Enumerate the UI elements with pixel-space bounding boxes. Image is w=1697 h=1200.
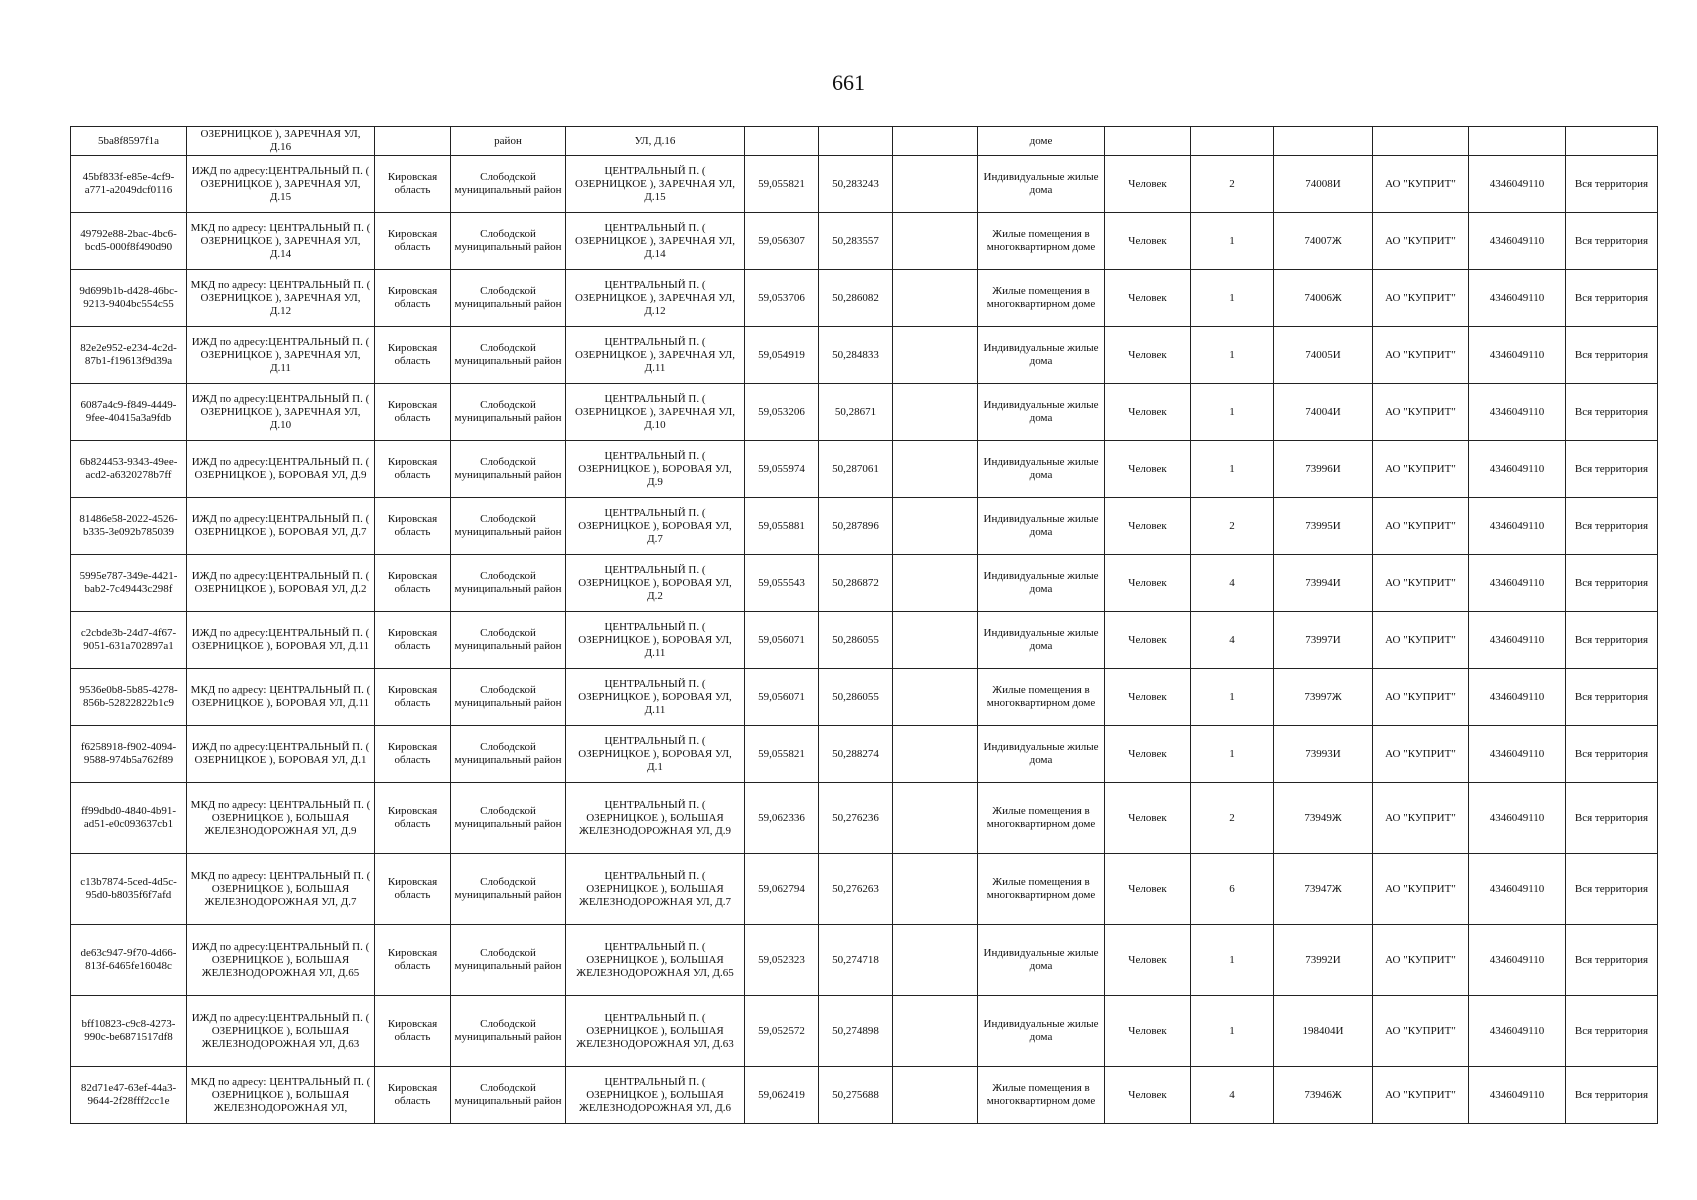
cell-district: Слободской муниципальный район bbox=[451, 669, 566, 726]
cell-lat: 59,055974 bbox=[745, 441, 819, 498]
cell-desc: ИЖД по адресу:ЦЕНТРАЛЬНЫЙ П. ( ОЗЕРНИЦКОЕ ), ЗАРЕЧНАЯ УЛ, Д.11 bbox=[187, 327, 375, 384]
cell-empty bbox=[893, 555, 978, 612]
cell-desc: ИЖД по адресу:ЦЕНТРАЛЬНЫЙ П. ( ОЗЕРНИЦКОЕ ), БОЛЬШАЯ ЖЕЛЕЗНОДОРОЖНАЯ УЛ, Д.63 bbox=[187, 996, 375, 1067]
cell-org: АО "КУПРИТ" bbox=[1373, 327, 1469, 384]
cell-org: АО "КУПРИТ" bbox=[1373, 555, 1469, 612]
table-row bbox=[71, 996, 1658, 1067]
cell-district: Слободской муниципальный район bbox=[451, 441, 566, 498]
cell-type: Жилые помещения в многоквартирном доме bbox=[978, 213, 1105, 270]
cell-lon bbox=[819, 127, 893, 156]
table-row bbox=[71, 498, 1658, 555]
cell-desc: ИЖД по адресу:ЦЕНТРАЛЬНЫЙ П. ( ОЗЕРНИЦКОЕ ), БОЛЬШАЯ ЖЕЛЕЗНОДОРОЖНАЯ УЛ, Д.65 bbox=[187, 925, 375, 996]
cell-code: 73997Ж bbox=[1274, 669, 1373, 726]
cell-org: АО "КУПРИТ" bbox=[1373, 270, 1469, 327]
cell-territory: Вся территория bbox=[1566, 156, 1658, 213]
cell-code bbox=[1274, 127, 1373, 156]
cell-desc: МКД по адресу: ЦЕНТРАЛЬНЫЙ П. ( ОЗЕРНИЦКОЕ ), БОЛЬШАЯ ЖЕЛЕЗНОДОРОЖНАЯ УЛ, bbox=[187, 1067, 375, 1124]
cell-lat: 59,053706 bbox=[745, 270, 819, 327]
cell-desc: МКД по адресу: ЦЕНТРАЛЬНЫЙ П. ( ОЗЕРНИЦКОЕ ), ЗАРЕЧНАЯ УЛ, Д.14 bbox=[187, 213, 375, 270]
cell-desc: МКД по адресу: ЦЕНТРАЛЬНЫЙ П. ( ОЗЕРНИЦКОЕ ), БОЛЬШАЯ ЖЕЛЕЗНОДОРОЖНАЯ УЛ, Д.7 bbox=[187, 854, 375, 925]
cell-org: АО "КУПРИТ" bbox=[1373, 669, 1469, 726]
cell-type: Индивидуальные жилые дома bbox=[978, 925, 1105, 996]
cell-inn: 4346049110 bbox=[1469, 213, 1566, 270]
cell-region: Кировская область bbox=[375, 612, 451, 669]
cell-region: Кировская область bbox=[375, 996, 451, 1067]
table-row bbox=[71, 726, 1658, 783]
cell-lon: 50,287896 bbox=[819, 498, 893, 555]
cell-inn: 4346049110 bbox=[1469, 384, 1566, 441]
cell-desc: ИЖД по адресу:ЦЕНТРАЛЬНЫЙ П. ( ОЗЕРНИЦКОЕ ), ЗАРЕЧНАЯ УЛ, Д.10 bbox=[187, 384, 375, 441]
cell-address: ЦЕНТРАЛЬНЫЙ П. ( ОЗЕРНИЦКОЕ ), БОЛЬШАЯ ЖЕЛЕЗНОДОРОЖНАЯ УЛ, Д.6 bbox=[566, 1067, 745, 1124]
cell-qty: 1 bbox=[1191, 669, 1274, 726]
cell-inn: 4346049110 bbox=[1469, 783, 1566, 854]
cell-inn: 4346049110 bbox=[1469, 156, 1566, 213]
cell-empty bbox=[893, 127, 978, 156]
cell-desc: МКД по адресу: ЦЕНТРАЛЬНЫЙ П. ( ОЗЕРНИЦКОЕ ), ЗАРЕЧНАЯ УЛ, Д.12 bbox=[187, 270, 375, 327]
cell-address: ЦЕНТРАЛЬНЫЙ П. ( ОЗЕРНИЦКОЕ ), БОРОВАЯ УЛ, Д.11 bbox=[566, 669, 745, 726]
cell-empty bbox=[893, 726, 978, 783]
cell-empty bbox=[893, 996, 978, 1067]
cell-org: АО "КУПРИТ" bbox=[1373, 612, 1469, 669]
cell-inn: 4346049110 bbox=[1469, 854, 1566, 925]
cell-qty: 4 bbox=[1191, 555, 1274, 612]
cell-address: ЦЕНТРАЛЬНЫЙ П. ( ОЗЕРНИЦКОЕ ), ЗАРЕЧНАЯ УЛ, Д.10 bbox=[566, 384, 745, 441]
cell-inn: 4346049110 bbox=[1469, 925, 1566, 996]
cell-address: ЦЕНТРАЛЬНЫЙ П. ( ОЗЕРНИЦКОЕ ), БОЛЬШАЯ ЖЕЛЕЗНОДОРОЖНАЯ УЛ, Д.65 bbox=[566, 925, 745, 996]
cell-territory: Вся территория bbox=[1566, 327, 1658, 384]
cell-qty: 1 bbox=[1191, 270, 1274, 327]
cell-address: ЦЕНТРАЛЬНЫЙ П. ( ОЗЕРНИЦКОЕ ), ЗАРЕЧНАЯ УЛ, Д.15 bbox=[566, 156, 745, 213]
table-row bbox=[71, 854, 1658, 925]
cell-code: 74005И bbox=[1274, 327, 1373, 384]
cell-inn: 4346049110 bbox=[1469, 669, 1566, 726]
cell-unit: Человек bbox=[1105, 1067, 1191, 1124]
cell-inn: 4346049110 bbox=[1469, 612, 1566, 669]
cell-qty: 1 bbox=[1191, 726, 1274, 783]
cell-lon: 50,286055 bbox=[819, 612, 893, 669]
cell-region: Кировская область bbox=[375, 925, 451, 996]
cell-region bbox=[375, 127, 451, 156]
cell-territory: Вся территория bbox=[1566, 996, 1658, 1067]
cell-type: Индивидуальные жилые дома bbox=[978, 726, 1105, 783]
table-row bbox=[71, 669, 1658, 726]
table-row bbox=[71, 441, 1658, 498]
cell-qty: 4 bbox=[1191, 1067, 1274, 1124]
cell-lat: 59,055821 bbox=[745, 156, 819, 213]
cell-unit: Человек bbox=[1105, 327, 1191, 384]
cell-id: c13b7874-5ced-4d5c-95d0-b8035f6f7afd bbox=[71, 854, 187, 925]
table-row bbox=[71, 127, 1658, 156]
table-row bbox=[71, 156, 1658, 213]
cell-org bbox=[1373, 127, 1469, 156]
cell-qty: 2 bbox=[1191, 498, 1274, 555]
cell-territory: Вся территория bbox=[1566, 441, 1658, 498]
cell-lat: 59,052572 bbox=[745, 996, 819, 1067]
cell-type: Индивидуальные жилые дома bbox=[978, 441, 1105, 498]
cell-type: Жилые помещения в многоквартирном доме bbox=[978, 669, 1105, 726]
cell-lat: 59,056071 bbox=[745, 669, 819, 726]
cell-lat: 59,062794 bbox=[745, 854, 819, 925]
cell-district: Слободской муниципальный район bbox=[451, 996, 566, 1067]
cell-address: ЦЕНТРАЛЬНЫЙ П. ( ОЗЕРНИЦКОЕ ), БОЛЬШАЯ ЖЕЛЕЗНОДОРОЖНАЯ УЛ, Д.7 bbox=[566, 854, 745, 925]
cell-code: 73994И bbox=[1274, 555, 1373, 612]
cell-address: УЛ, Д.16 bbox=[566, 127, 745, 156]
cell-desc: ИЖД по адресу:ЦЕНТРАЛЬНЫЙ П. ( ОЗЕРНИЦКОЕ ), БОРОВАЯ УЛ, Д.2 bbox=[187, 555, 375, 612]
cell-territory: Вся территория bbox=[1566, 555, 1658, 612]
cell-desc: ИЖД по адресу:ЦЕНТРАЛЬНЫЙ П. ( ОЗЕРНИЦКОЕ ), БОРОВАЯ УЛ, Д.7 bbox=[187, 498, 375, 555]
cell-qty: 4 bbox=[1191, 612, 1274, 669]
cell-desc: ОЗЕРНИЦКОЕ ), ЗАРЕЧНАЯ УЛ, Д.16 bbox=[187, 127, 375, 156]
cell-address: ЦЕНТРАЛЬНЫЙ П. ( ОЗЕРНИЦКОЕ ), ЗАРЕЧНАЯ УЛ, Д.14 bbox=[566, 213, 745, 270]
cell-lat: 59,062419 bbox=[745, 1067, 819, 1124]
cell-desc: МКД по адресу: ЦЕНТРАЛЬНЫЙ П. ( ОЗЕРНИЦКОЕ ), БОЛЬШАЯ ЖЕЛЕЗНОДОРОЖНАЯ УЛ, Д.9 bbox=[187, 783, 375, 854]
cell-address: ЦЕНТРАЛЬНЫЙ П. ( ОЗЕРНИЦКОЕ ), БОРОВАЯ УЛ, Д.11 bbox=[566, 612, 745, 669]
cell-lon: 50,274718 bbox=[819, 925, 893, 996]
table-row bbox=[71, 1067, 1658, 1124]
cell-unit: Человек bbox=[1105, 854, 1191, 925]
cell-district: Слободской муниципальный район bbox=[451, 270, 566, 327]
cell-territory bbox=[1566, 127, 1658, 156]
cell-id: 81486e58-2022-4526-b335-3e092b785039 bbox=[71, 498, 187, 555]
cell-id: 9d699b1b-d428-46bc-9213-9404bc554c55 bbox=[71, 270, 187, 327]
table-row bbox=[71, 612, 1658, 669]
cell-code: 73992И bbox=[1274, 925, 1373, 996]
cell-address: ЦЕНТРАЛЬНЫЙ П. ( ОЗЕРНИЦКОЕ ), ЗАРЕЧНАЯ УЛ, Д.12 bbox=[566, 270, 745, 327]
cell-lon: 50,287061 bbox=[819, 441, 893, 498]
cell-unit bbox=[1105, 127, 1191, 156]
cell-address: ЦЕНТРАЛЬНЫЙ П. ( ОЗЕРНИЦКОЕ ), БОРОВАЯ УЛ, Д.7 bbox=[566, 498, 745, 555]
cell-type: Индивидуальные жилые дома bbox=[978, 327, 1105, 384]
cell-empty bbox=[893, 270, 978, 327]
cell-territory: Вся территория bbox=[1566, 612, 1658, 669]
cell-id: 82d71e47-63ef-44a3-9644-2f28fff2cc1e bbox=[71, 1067, 187, 1124]
cell-lon: 50,276236 bbox=[819, 783, 893, 854]
cell-id: 6087a4c9-f849-4449-9fee-40415a3a9fdb bbox=[71, 384, 187, 441]
cell-unit: Человек bbox=[1105, 996, 1191, 1067]
cell-region: Кировская область bbox=[375, 213, 451, 270]
cell-lon: 50,284833 bbox=[819, 327, 893, 384]
cell-region: Кировская область bbox=[375, 783, 451, 854]
cell-territory: Вся территория bbox=[1566, 384, 1658, 441]
cell-region: Кировская область bbox=[375, 555, 451, 612]
cell-type: Жилые помещения в многоквартирном доме bbox=[978, 854, 1105, 925]
cell-org: АО "КУПРИТ" bbox=[1373, 384, 1469, 441]
cell-district: район bbox=[451, 127, 566, 156]
cell-org: АО "КУПРИТ" bbox=[1373, 498, 1469, 555]
cell-unit: Человек bbox=[1105, 925, 1191, 996]
cell-unit: Человек bbox=[1105, 156, 1191, 213]
cell-district: Слободской муниципальный район bbox=[451, 783, 566, 854]
cell-inn: 4346049110 bbox=[1469, 996, 1566, 1067]
cell-qty: 1 bbox=[1191, 327, 1274, 384]
cell-inn: 4346049110 bbox=[1469, 441, 1566, 498]
cell-org: АО "КУПРИТ" bbox=[1373, 996, 1469, 1067]
registry-table bbox=[70, 126, 1658, 1124]
cell-region: Кировская область bbox=[375, 270, 451, 327]
cell-unit: Человек bbox=[1105, 270, 1191, 327]
cell-desc: ИЖД по адресу:ЦЕНТРАЛЬНЫЙ П. ( ОЗЕРНИЦКОЕ ), БОРОВАЯ УЛ, Д.1 bbox=[187, 726, 375, 783]
cell-org: АО "КУПРИТ" bbox=[1373, 783, 1469, 854]
cell-code: 73995И bbox=[1274, 498, 1373, 555]
cell-inn: 4346049110 bbox=[1469, 270, 1566, 327]
cell-code: 73946Ж bbox=[1274, 1067, 1373, 1124]
cell-address: ЦЕНТРАЛЬНЫЙ П. ( ОЗЕРНИЦКОЕ ), ЗАРЕЧНАЯ УЛ, Д.11 bbox=[566, 327, 745, 384]
table-row bbox=[71, 555, 1658, 612]
cell-lat bbox=[745, 127, 819, 156]
cell-type: Индивидуальные жилые дома bbox=[978, 555, 1105, 612]
cell-inn: 4346049110 bbox=[1469, 555, 1566, 612]
cell-empty bbox=[893, 441, 978, 498]
cell-type: Индивидуальные жилые дома bbox=[978, 156, 1105, 213]
cell-lon: 50,283243 bbox=[819, 156, 893, 213]
cell-id: 9536e0b8-5b85-4278-856b-52822822b1c9 bbox=[71, 669, 187, 726]
cell-region: Кировская область bbox=[375, 1067, 451, 1124]
cell-org: АО "КУПРИТ" bbox=[1373, 1067, 1469, 1124]
cell-lat: 59,056071 bbox=[745, 612, 819, 669]
cell-empty bbox=[893, 498, 978, 555]
cell-id: bff10823-c9c8-4273-990c-be6871517df8 bbox=[71, 996, 187, 1067]
cell-unit: Человек bbox=[1105, 726, 1191, 783]
cell-territory: Вся территория bbox=[1566, 270, 1658, 327]
table-body bbox=[71, 127, 1658, 1124]
cell-region: Кировская область bbox=[375, 327, 451, 384]
cell-id: 49792e88-2bac-4bc6-bcd5-000f8f490d90 bbox=[71, 213, 187, 270]
cell-lon: 50,286872 bbox=[819, 555, 893, 612]
cell-qty: 1 bbox=[1191, 996, 1274, 1067]
cell-region: Кировская область bbox=[375, 384, 451, 441]
table-row bbox=[71, 925, 1658, 996]
cell-type: Жилые помещения в многоквартирном доме bbox=[978, 783, 1105, 854]
cell-district: Слободской муниципальный район bbox=[451, 612, 566, 669]
cell-unit: Человек bbox=[1105, 612, 1191, 669]
table-row bbox=[71, 384, 1658, 441]
cell-district: Слободской муниципальный район bbox=[451, 854, 566, 925]
cell-code: 74008И bbox=[1274, 156, 1373, 213]
cell-unit: Человек bbox=[1105, 555, 1191, 612]
cell-empty bbox=[893, 327, 978, 384]
cell-address: ЦЕНТРАЛЬНЫЙ П. ( ОЗЕРНИЦКОЕ ), БОЛЬШАЯ ЖЕЛЕЗНОДОРОЖНАЯ УЛ, Д.63 bbox=[566, 996, 745, 1067]
cell-inn: 4346049110 bbox=[1469, 498, 1566, 555]
cell-code: 73996И bbox=[1274, 441, 1373, 498]
cell-inn bbox=[1469, 127, 1566, 156]
cell-org: АО "КУПРИТ" bbox=[1373, 854, 1469, 925]
cell-code: 73993И bbox=[1274, 726, 1373, 783]
cell-id: c2cbde3b-24d7-4f67-9051-631a702897a1 bbox=[71, 612, 187, 669]
cell-qty: 1 bbox=[1191, 384, 1274, 441]
cell-qty: 1 bbox=[1191, 925, 1274, 996]
cell-id: 6b824453-9343-49ee-acd2-a6320278b7ff bbox=[71, 441, 187, 498]
cell-lat: 59,055821 bbox=[745, 726, 819, 783]
cell-desc: ИЖД по адресу:ЦЕНТРАЛЬНЫЙ П. ( ОЗЕРНИЦКОЕ ), БОРОВАЯ УЛ, Д.11 bbox=[187, 612, 375, 669]
cell-region: Кировская область bbox=[375, 156, 451, 213]
cell-empty bbox=[893, 612, 978, 669]
cell-empty bbox=[893, 213, 978, 270]
cell-region: Кировская область bbox=[375, 669, 451, 726]
cell-territory: Вся территория bbox=[1566, 925, 1658, 996]
cell-lon: 50,28671 bbox=[819, 384, 893, 441]
cell-lon: 50,283557 bbox=[819, 213, 893, 270]
cell-qty: 2 bbox=[1191, 156, 1274, 213]
cell-org: АО "КУПРИТ" bbox=[1373, 925, 1469, 996]
cell-address: ЦЕНТРАЛЬНЫЙ П. ( ОЗЕРНИЦКОЕ ), БОРОВАЯ УЛ, Д.1 bbox=[566, 726, 745, 783]
cell-id: 5ba8f8597f1a bbox=[71, 127, 187, 156]
cell-lat: 59,062336 bbox=[745, 783, 819, 854]
cell-org: АО "КУПРИТ" bbox=[1373, 441, 1469, 498]
cell-district: Слободской муниципальный район bbox=[451, 925, 566, 996]
cell-unit: Человек bbox=[1105, 498, 1191, 555]
cell-lon: 50,286055 bbox=[819, 669, 893, 726]
cell-territory: Вся территория bbox=[1566, 854, 1658, 925]
cell-lat: 59,055543 bbox=[745, 555, 819, 612]
cell-unit: Человек bbox=[1105, 213, 1191, 270]
cell-address: ЦЕНТРАЛЬНЫЙ П. ( ОЗЕРНИЦКОЕ ), БОЛЬШАЯ ЖЕЛЕЗНОДОРОЖНАЯ УЛ, Д.9 bbox=[566, 783, 745, 854]
cell-region: Кировская область bbox=[375, 726, 451, 783]
cell-region: Кировская область bbox=[375, 854, 451, 925]
cell-qty bbox=[1191, 127, 1274, 156]
cell-lon: 50,288274 bbox=[819, 726, 893, 783]
cell-empty bbox=[893, 854, 978, 925]
cell-org: АО "КУПРИТ" bbox=[1373, 213, 1469, 270]
cell-empty bbox=[893, 384, 978, 441]
cell-code: 73997И bbox=[1274, 612, 1373, 669]
cell-district: Слободской муниципальный район bbox=[451, 498, 566, 555]
cell-lon: 50,274898 bbox=[819, 996, 893, 1067]
cell-qty: 1 bbox=[1191, 213, 1274, 270]
cell-district: Слободской муниципальный район bbox=[451, 384, 566, 441]
cell-code: 74004И bbox=[1274, 384, 1373, 441]
cell-code: 74006Ж bbox=[1274, 270, 1373, 327]
cell-id: f6258918-f902-4094-9588-974b5a762f89 bbox=[71, 726, 187, 783]
cell-district: Слободской муниципальный район bbox=[451, 156, 566, 213]
cell-district: Слободской муниципальный район bbox=[451, 726, 566, 783]
cell-lon: 50,275688 bbox=[819, 1067, 893, 1124]
cell-district: Слободской муниципальный район bbox=[451, 327, 566, 384]
cell-qty: 6 bbox=[1191, 854, 1274, 925]
cell-type: Жилые помещения в многоквартирном доме bbox=[978, 1067, 1105, 1124]
cell-territory: Вся территория bbox=[1566, 498, 1658, 555]
cell-unit: Человек bbox=[1105, 783, 1191, 854]
cell-type: Индивидуальные жилые дома bbox=[978, 996, 1105, 1067]
cell-territory: Вся территория bbox=[1566, 1067, 1658, 1124]
cell-code: 198404И bbox=[1274, 996, 1373, 1067]
cell-org: АО "КУПРИТ" bbox=[1373, 156, 1469, 213]
cell-type: Жилые помещения в многоквартирном доме bbox=[978, 270, 1105, 327]
cell-inn: 4346049110 bbox=[1469, 726, 1566, 783]
cell-qty: 2 bbox=[1191, 783, 1274, 854]
cell-empty bbox=[893, 783, 978, 854]
cell-district: Слободской муниципальный район bbox=[451, 1067, 566, 1124]
cell-district: Слободской муниципальный район bbox=[451, 213, 566, 270]
cell-code: 73947Ж bbox=[1274, 854, 1373, 925]
cell-territory: Вся территория bbox=[1566, 669, 1658, 726]
table-row bbox=[71, 783, 1658, 854]
cell-desc: ИЖД по адресу:ЦЕНТРАЛЬНЫЙ П. ( ОЗЕРНИЦКОЕ ), БОРОВАЯ УЛ, Д.9 bbox=[187, 441, 375, 498]
cell-address: ЦЕНТРАЛЬНЫЙ П. ( ОЗЕРНИЦКОЕ ), БОРОВАЯ УЛ, Д.9 bbox=[566, 441, 745, 498]
cell-empty bbox=[893, 925, 978, 996]
cell-lat: 59,053206 bbox=[745, 384, 819, 441]
cell-territory: Вся территория bbox=[1566, 783, 1658, 854]
cell-qty: 1 bbox=[1191, 441, 1274, 498]
cell-lat: 59,052323 bbox=[745, 925, 819, 996]
cell-type: Индивидуальные жилые дома bbox=[978, 384, 1105, 441]
cell-district: Слободской муниципальный район bbox=[451, 555, 566, 612]
cell-desc: ИЖД по адресу:ЦЕНТРАЛЬНЫЙ П. ( ОЗЕРНИЦКОЕ ), ЗАРЕЧНАЯ УЛ, Д.15 bbox=[187, 156, 375, 213]
cell-lat: 59,055881 bbox=[745, 498, 819, 555]
cell-inn: 4346049110 bbox=[1469, 327, 1566, 384]
cell-region: Кировская область bbox=[375, 498, 451, 555]
cell-lon: 50,286082 bbox=[819, 270, 893, 327]
cell-desc: МКД по адресу: ЦЕНТРАЛЬНЫЙ П. ( ОЗЕРНИЦКОЕ ), БОРОВАЯ УЛ, Д.11 bbox=[187, 669, 375, 726]
cell-unit: Человек bbox=[1105, 441, 1191, 498]
cell-unit: Человек bbox=[1105, 384, 1191, 441]
cell-code: 73949Ж bbox=[1274, 783, 1373, 854]
table-row bbox=[71, 327, 1658, 384]
cell-type: доме bbox=[978, 127, 1105, 156]
table-row bbox=[71, 270, 1658, 327]
cell-org: АО "КУПРИТ" bbox=[1373, 726, 1469, 783]
cell-empty bbox=[893, 156, 978, 213]
cell-type: Индивидуальные жилые дома bbox=[978, 612, 1105, 669]
cell-type: Индивидуальные жилые дома bbox=[978, 498, 1105, 555]
cell-region: Кировская область bbox=[375, 441, 451, 498]
cell-id: de63c947-9f70-4d66-813f-6465fe16048c bbox=[71, 925, 187, 996]
cell-lat: 59,054919 bbox=[745, 327, 819, 384]
cell-id: ff99dbd0-4840-4b91-ad51-e0c093637cb1 bbox=[71, 783, 187, 854]
cell-inn: 4346049110 bbox=[1469, 1067, 1566, 1124]
cell-lat: 59,056307 bbox=[745, 213, 819, 270]
cell-id: 82e2e952-e234-4c2d-87b1-f19613f9d39a bbox=[71, 327, 187, 384]
cell-lon: 50,276263 bbox=[819, 854, 893, 925]
cell-empty bbox=[893, 1067, 978, 1124]
cell-address: ЦЕНТРАЛЬНЫЙ П. ( ОЗЕРНИЦКОЕ ), БОРОВАЯ УЛ, Д.2 bbox=[566, 555, 745, 612]
cell-id: 5995e787-349e-4421-bab2-7c49443c298f bbox=[71, 555, 187, 612]
table-row bbox=[71, 213, 1658, 270]
cell-empty bbox=[893, 669, 978, 726]
cell-unit: Человек bbox=[1105, 669, 1191, 726]
cell-code: 74007Ж bbox=[1274, 213, 1373, 270]
cell-territory: Вся территория bbox=[1566, 213, 1658, 270]
page-number: 661 bbox=[832, 70, 865, 95]
cell-id: 45bf833f-e85e-4cf9-a771-a2049dcf0116 bbox=[71, 156, 187, 213]
cell-territory: Вся территория bbox=[1566, 726, 1658, 783]
